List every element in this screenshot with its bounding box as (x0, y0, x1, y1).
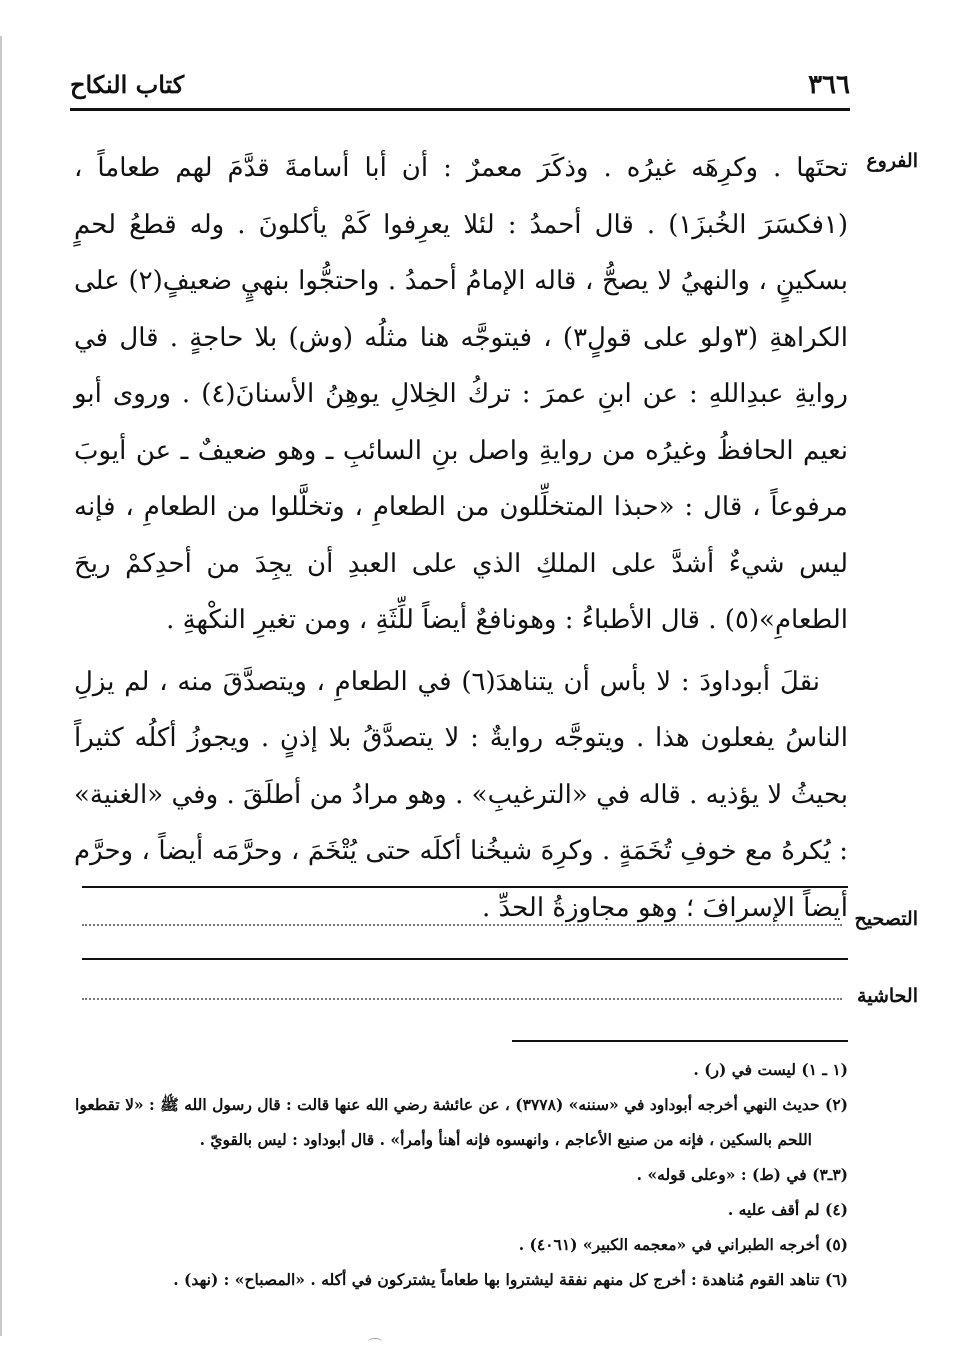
margin-label-furu: الفروع (866, 150, 918, 172)
main-paragraph: تحتَها . وكرِهَه غيرُه . وذكَرَ معمرٌ : أن أبا أسامةَ قدَّمَ لهم طعاماً ، (١فكسَرَ الخُبزَ١) . قال أحمدُ : لئلا يعرِفوا كَمْ يأكلونَ . وله قطعُ لحمٍ بسكينٍ ، والنهيُ لا يصحُّ ، قاله الإمامُ أحمدُ . واحتجُّوا بنهيٍ ضعيفٍ(٢) على الكراهةِ (٣ولو على قولٍ٣) ، فيتوجَّه هنا مثلُه (وش) بلا حاجةٍ . قال في روايةِ عبدِاللهِ : عن ابنِ عمرَ : تركُ الخِلالِ يوهِنُ الأسنانَ(٤) . وروى أبو نعيم الحافظُ وغيرُه من روايةِ واصل بنِ السائبِ ـ وهو ضعيفٌ ـ عن أيوبَ مرفوعاً ، قال : «حبذا المتخلِّلون من الطعامِ ، وتخلَّلوا من الطعامِ ، فإنه ليس شيءٌ أشدَّ على الملكِ الذي على العبدِ أن يجِدَ من أحدِكمْ ريحَ الطعامِ»(٥) . قال الأطباءُ : وهونافعٌ أيضاً للِّثَةِ ، ومن تغيرِ النكْهةِ . (74, 153, 849, 635)
page-header (70, 70, 850, 106)
footnote-continuation: اللحم بالسكين ، فإنه من صنيع الأعاجم ، وانهسوه فإنه أهنأ وأمرأ» . قال أبوداود : ليس بالقويّ . (199, 1130, 812, 1149)
footnote: (٤) لم أقف عليه . (727, 1200, 848, 1219)
footnote-rule (512, 1040, 848, 1042)
tashih-dotted-line (82, 924, 842, 926)
hashiya-dotted-line (82, 998, 842, 1000)
footnotes (72, 1052, 848, 1297)
footnote: (٥) أخرجه الطبراني في «معجمه الكبير» (٤٠٦١) . (518, 1235, 848, 1254)
section-divider (82, 886, 848, 888)
footnote: (١ ـ ١) ليست في (ر) . (693, 1060, 848, 1079)
footnote: (٦) تناهد القوم مُناهدة : أخرج كل منهم نفقة ليشتروا بها طعاماً يشتركون في أكله . «المصباح» : (نهد) . (173, 1270, 848, 1289)
footnote: (٢) حديث النهي أخرجه أبوداود في «سننه» (٣٧٧٨) ، عن عائشة رضي الله عنها قالت : قال رسول الله ﷺ : «لا تقطعوا (75, 1095, 848, 1114)
section-divider (82, 958, 848, 960)
footnote: (٣ـ٣) في (ط) : «وعلى قوله» . (636, 1165, 848, 1184)
scan-edge-line (0, 36, 2, 1336)
margin-label-hashiya: الحاشية (857, 985, 918, 1007)
page-bottom-mark (368, 1338, 382, 1345)
book-title: كتاب النكاح (70, 70, 185, 99)
page-number: ٣٦٦ (808, 70, 850, 100)
main-text (74, 140, 848, 936)
margin-label-tashih: التصحيح (854, 908, 918, 930)
main-paragraph: نقلَ أبوداودَ : لا بأس أن يتناهدَ(٦) في الطعامِ ، ويتصدَّقَ منه ، لم يزلِ الناسُ يفعلون هذا . ويتوجَّه روايةٌ : لا يتصدَّقُ بلا إذنٍ . ويجوزُ أكلُه كثيراً بحيثُ لا يؤذيه . قاله في «الترغيبِ» . وهو مرادُ من أطلَقَ . وفي «الغنية» : يُكرهُ مع خوفِ تُخَمَةٍ . وكرِهَ شيخُنا أكلَه حتى يُتْخَمَ ، وحرَّمَه أيضاً ، وحرَّم أيضاً الإسرافَ ؛ وهو مجاوزةُ الحدِّ . (74, 666, 848, 923)
header-rule (70, 108, 850, 111)
